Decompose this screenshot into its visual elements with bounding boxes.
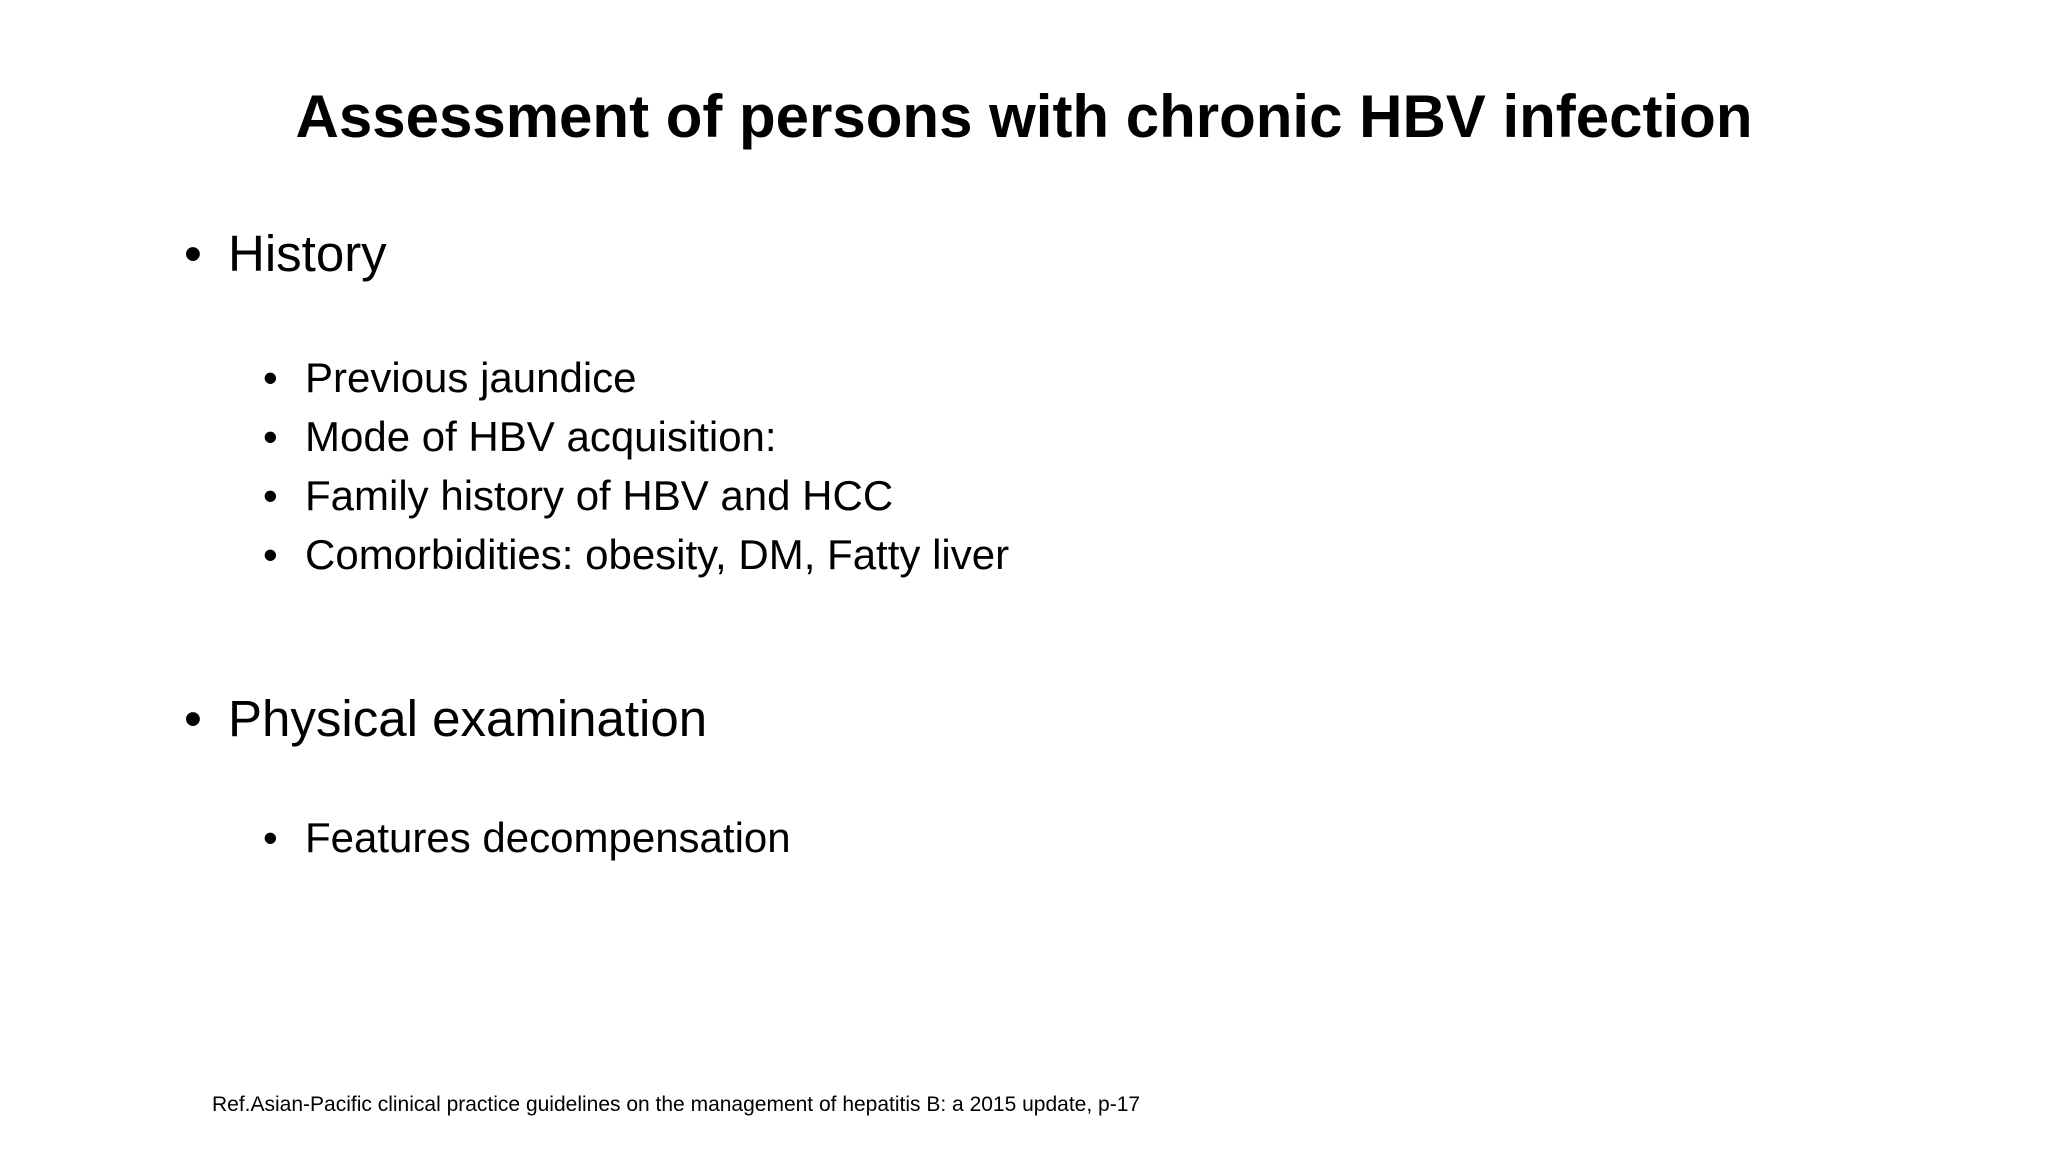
- section-heading-history: [184, 224, 387, 284]
- bullet-icon: •: [263, 413, 278, 460]
- bullet-icon: •: [263, 472, 278, 519]
- bullet-icon: •: [263, 354, 278, 401]
- list-item: [263, 525, 1009, 584]
- bullet-icon: •: [184, 690, 202, 747]
- reference-footnote: Ref.Asian-Pacific clinical practice guidelines on the management of hepatitis B: a 2015 update, p-17: [212, 1093, 1141, 1116]
- list-item: [263, 466, 1009, 525]
- bullet-icon: •: [184, 225, 202, 282]
- bullet-icon: •: [263, 531, 278, 578]
- list-item-label: Previous jaundice: [305, 354, 637, 401]
- list-item-label: Mode of HBV acquisition:: [305, 413, 777, 460]
- section-heading-label: Physical examination: [228, 690, 708, 747]
- list-item: [263, 348, 1009, 407]
- section-heading-physical-examination: [184, 689, 707, 749]
- list-item-label: Comorbidities: obesity, DM, Fatty liver: [305, 531, 1010, 578]
- slide-title: Assessment of persons with chronic HBV infection: [295, 83, 1753, 150]
- bullet-icon: •: [263, 814, 278, 861]
- section-heading-label: History: [228, 225, 387, 282]
- list-item-label: Family history of HBV and HCC: [305, 472, 894, 519]
- list-item-label: Features decompensation: [305, 814, 791, 861]
- history-list: [263, 348, 1009, 584]
- list-item: [263, 808, 791, 867]
- physical-examination-list: [263, 808, 791, 867]
- list-item: [263, 407, 1009, 466]
